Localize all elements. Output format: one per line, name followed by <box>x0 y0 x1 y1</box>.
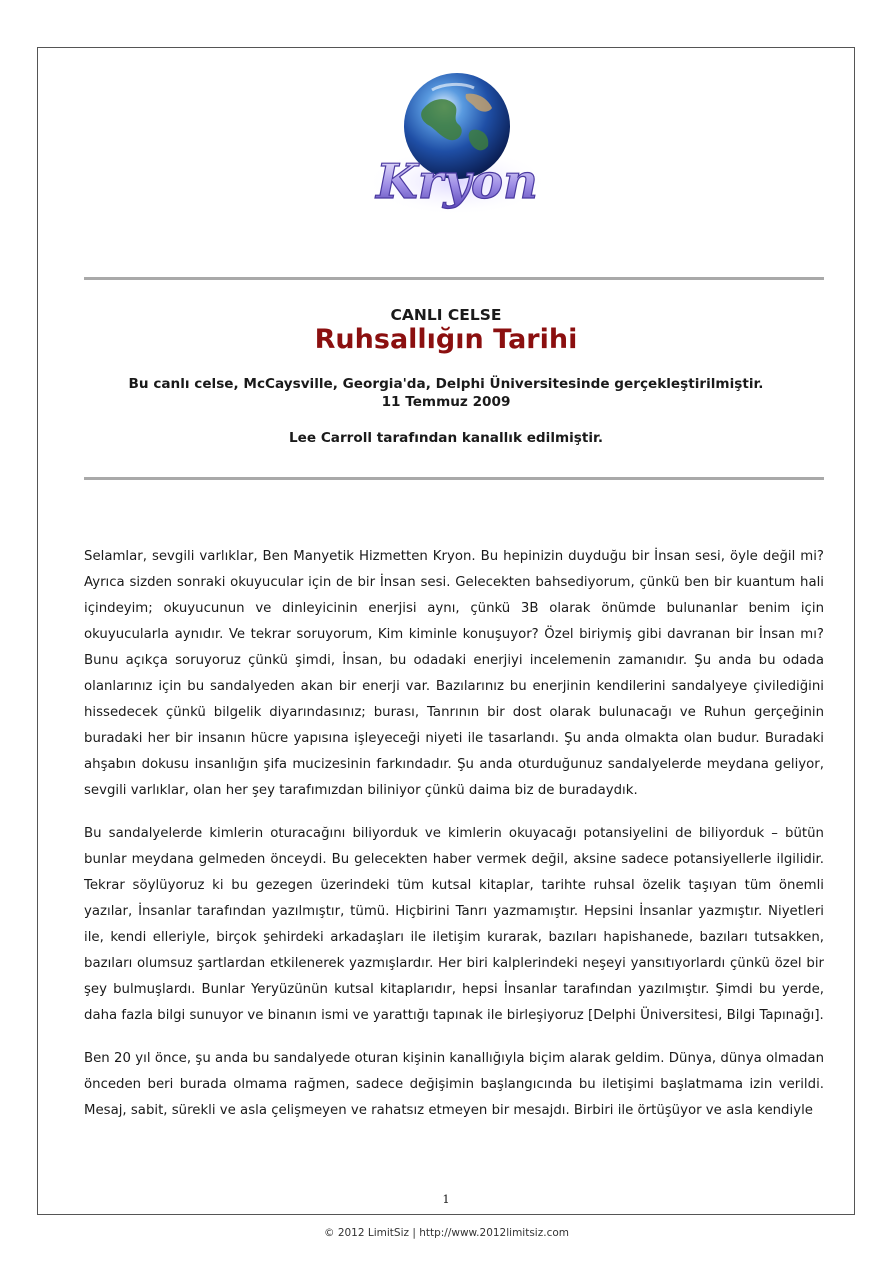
page-number: 1 <box>442 1192 450 1206</box>
document-page <box>37 47 855 1215</box>
paragraph: Bu sandalyelerde kimlerin oturacağını biliyorduk ve kimlerin okuyacağı potansiyelini de biliyorduk – bütün bunlar meydana gelmeden önceydi. Bu gelecekten haber vermek değil, aksine sadece potansiyellerle ilgilidir. Tekrar söylüyoruz ki bu gezegen üzerindeki tüm kutsal kitaplar, tarihte ruhsal özelik taşıyan tüm önemli yazılar, İnsanlar tarafından yazılmıştır, tümü. Hiçbirini Tanrı yazmamıştır. Hepsini İnsanlar yazmıştır. Niyetleri ile, kendi elleriyle, birçok şehirdeki arkadaşları ile iletişim kurarak, bazıları hapishanede, bazıları tutsakken, bazıları olumsuz şartlardan etkilenerek yazmışlardır. Her biri kalplerindeki neşeyi yansıtıyorlardı çünkü özel bir şey bulmuşlardı. Bunlar Yeryüzünün kutsal kitaplarıdır, hepsi İnsanlar tarafından yazılmıştır. Şimdi bu yerde, daha fazla bilgi sunuyor ve binanın ismi ve yarattığı tapınak ile birleşiyoruz [Delphi Üniversitesi, Bilgi Tapınağı]. <box>84 826 824 1023</box>
document-title: Ruhsallığın Tarihi <box>314 324 578 355</box>
subtitle-location: Bu canlı celse, McCaysville, Georgia'da, Delphi Üniversitesinde gerçekleştirilmiştir. <box>128 376 764 392</box>
paragraph: Ben 20 yıl önce, şu anda bu sandalyede oturan kişinin kanallığıyla biçim alarak geldim. Dünya, dünya olmadan önceden beri burada olmama rağmen, sadece değişimin başlangıcında bu iletişimi başlatmama izin verildi. Mesaj, sabit, sürekli ve asla çelişmeyen ve rahatsız etmeyen bir mesajdı. Birbiri ile örtüşüyor ve asla kendiyle <box>84 1051 824 1118</box>
document-subtitle <box>38 375 854 411</box>
document-kicker: CANLI CELSE <box>390 306 502 324</box>
kryon-logo <box>362 70 552 220</box>
top-divider <box>84 277 824 280</box>
logo-text: Kryon <box>376 154 538 210</box>
subtitle-date: 11 Temmuz 2009 <box>381 394 511 410</box>
body-text <box>84 544 824 1141</box>
channel-credit: Lee Carroll tarafından kanallık edilmiştir. <box>289 430 603 446</box>
bottom-divider <box>84 477 824 480</box>
paragraph: Selamlar, sevgili varlıklar, Ben Manyetik Hizmetten Kryon. Bu hepinizin duyduğu bir İnsan sesi, öyle değil mi? Ayrıca sizden sonraki okuyucular için de bir İnsan sesi. Gelecekten bahsediyorum, çünkü ben bir kuantum hali içindeyim; okuyucunun ve dinleyicinin enerjisi aynı, çünkü 3B olarak önümde bulunanlar benim için okuyucularla aynıdır. Ve tekrar soruyorum, Kim kiminle konuşuyor? Özel biriymiş gibi davranan bir İnsan mı? Bunu açıkça soruyoruz çünkü şimdi, İnsan, bu odadaki enerjiyi incelemenin zamanıdır. Şu anda bu odada olanlarınız için bu sandalyeden akan bir enerji var. Bazılarınız bu enerjinin kendilerini sandalyeye çivilediğini hissedecek çünkü bilgelik diyarındasınız; burası, Tanrının bir dost olarak bulunacağı ve Ruhun gerçeğinin buradaki her bir insanın hücre yapısına işleyeceği niyeti ile tasarlandı. Şu anda olmakta olan budur. Buradaki ahşabın dokusu insanlığın şifa mucizesinin farkındadır. Şu anda oturduğunuz sandalyelerde meydana geliyor, sevgili varlıklar, olan her şey tarafımızdan biliniyor çünkü daima biz de buradaydık. <box>84 549 824 798</box>
page-footer: © 2012 LimitSiz | http://www.2012limitsiz.com <box>323 1227 570 1239</box>
